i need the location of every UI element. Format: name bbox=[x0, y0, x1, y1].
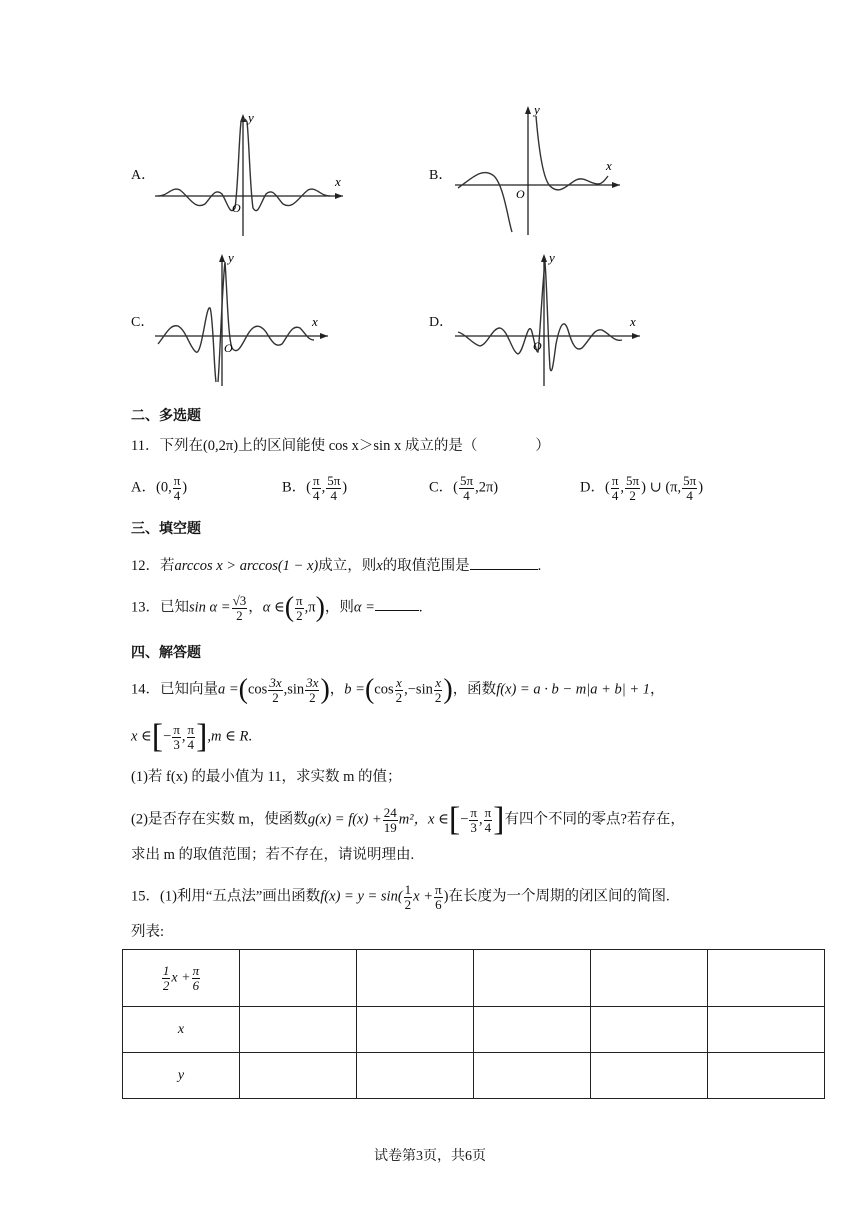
table-cell[interactable] bbox=[357, 1007, 474, 1053]
table-cell[interactable] bbox=[357, 1053, 474, 1099]
question-11-option-c: C．( $\frac{5\pi}{4}$ ,2π) bbox=[429, 473, 499, 503]
table-cell[interactable] bbox=[357, 950, 474, 1007]
table-cell[interactable] bbox=[708, 1053, 825, 1099]
graph-b-x-label: x bbox=[606, 158, 612, 173]
table-cell[interactable] bbox=[474, 950, 591, 1007]
question-14-part-2: (2)是否存在实数 m，使函数g(x) = f(x) + $\frac{24}{19}$ m²，x ∈[− $\frac{\pi}{3}$ , $\frac{\pi}{4}$ ]有四个不同的零点?若存在， bbox=[131, 801, 685, 838]
section-title-multiple-choice: 二、多选题 bbox=[131, 407, 201, 423]
table-cell[interactable] bbox=[591, 1007, 708, 1053]
table-cell[interactable] bbox=[474, 1007, 591, 1053]
question-14-part-1: (1)若 f(x) 的最小值为 11，求实数 m 的值； bbox=[131, 769, 402, 785]
graph-b-origin: O bbox=[516, 187, 525, 201]
section-title-solution: 四、解答题 bbox=[131, 644, 201, 660]
question-13: 13．已知sin α = $\frac{√3}{2}$ ，α ∈( $\frac{\pi}{2}$ ,π)，则α = . bbox=[131, 592, 423, 624]
page-footer: 试卷第3页，共6页 bbox=[374, 1149, 486, 1164]
graph-d-origin: O bbox=[533, 339, 542, 353]
graph-a-x-label: x bbox=[335, 174, 341, 189]
table-cell[interactable] bbox=[708, 950, 825, 1007]
option-c-label: C． bbox=[131, 315, 155, 330]
option-a-label: A． bbox=[131, 168, 156, 183]
graph-c-origin: O bbox=[224, 341, 233, 355]
table-cell[interactable] bbox=[240, 1053, 357, 1099]
graph-b bbox=[450, 100, 630, 240]
graph-a-origin: O bbox=[232, 201, 241, 215]
table-row-header-phase: $\frac{1}{2}$ x + $\frac{\pi}{6}$ bbox=[123, 950, 240, 1007]
table-row-header-x: x bbox=[123, 1007, 240, 1053]
question-14-part-2-cont: 求出 m 的取值范围；若不存在，请说明理由. bbox=[131, 847, 415, 863]
table-cell[interactable] bbox=[591, 950, 708, 1007]
table-cell[interactable] bbox=[474, 1053, 591, 1099]
graph-d-y-label: y bbox=[549, 250, 555, 265]
table-cell[interactable] bbox=[240, 950, 357, 1007]
graph-c bbox=[150, 248, 340, 388]
question-12-answer-blank[interactable] bbox=[470, 555, 538, 570]
graph-a bbox=[150, 108, 350, 238]
question-12: 12．若arccos x > arccos(1 − x)成立，则x的取值范围是 . bbox=[131, 555, 541, 576]
option-b-label: B． bbox=[429, 168, 453, 183]
graph-c-y-label: y bbox=[228, 250, 234, 265]
question-11-option-a: A．(0, $\frac{\pi}{4}$ ) bbox=[131, 473, 188, 503]
graph-a-y-label: y bbox=[248, 110, 254, 125]
question-14-line-2: x ∈[− $\frac{\pi}{3}$ , $\frac{\pi}{4}$ ],m ∈ R. bbox=[131, 718, 252, 755]
graph-c-x-label: x bbox=[312, 314, 318, 329]
table-cell[interactable] bbox=[591, 1053, 708, 1099]
question-13-answer-blank[interactable] bbox=[375, 596, 419, 611]
question-12-inequality: arccos x > arccos(1 − x) bbox=[174, 558, 319, 574]
table-row-header-y: y bbox=[123, 1053, 240, 1099]
table-cell[interactable] bbox=[708, 1007, 825, 1053]
question-11-option-d: D．( $\frac{\pi}{4}$ , $\frac{5\pi}{2}$ ) ∪ (π, $\frac{5\pi}{4}$ ) bbox=[580, 473, 704, 503]
question-14-line-1: 14．已知向量a =(cos $\frac{3x}{2}$ ,sin $\frac{3x}{2}$ )，b =(cos $\frac{x}{2}$ ,−sin $\frac{x}{2}$ )，函数f(x) = a · b − m|a + b| + 1， bbox=[131, 674, 665, 706]
table-cell[interactable] bbox=[240, 1007, 357, 1053]
option-d-label: D． bbox=[429, 315, 454, 330]
question-11-stem: 11．下列在(0,2π)上的区间能使 cos x＞sin x 成立的是（ ） bbox=[131, 438, 550, 454]
graph-b-y-label: y bbox=[534, 102, 540, 117]
five-point-table bbox=[122, 949, 825, 1099]
question-15: 15．(1)利用“五点法”画出函数f(x) = y = sin( $\frac{1}{2}$ x + $\frac{\pi}{6}$ )在长度为一个周期的闭区间的简图. bbox=[131, 882, 670, 912]
question-11-interval: (0,2π) bbox=[202, 438, 239, 454]
graph-d bbox=[450, 248, 650, 388]
list-label: 列表: bbox=[131, 924, 165, 940]
section-title-fill-in: 三、填空题 bbox=[131, 520, 201, 536]
graph-d-x-label: x bbox=[630, 314, 636, 329]
question-11-option-b: B．( $\frac{\pi}{4}$ , $\frac{5\pi}{4}$ ) bbox=[282, 473, 348, 503]
